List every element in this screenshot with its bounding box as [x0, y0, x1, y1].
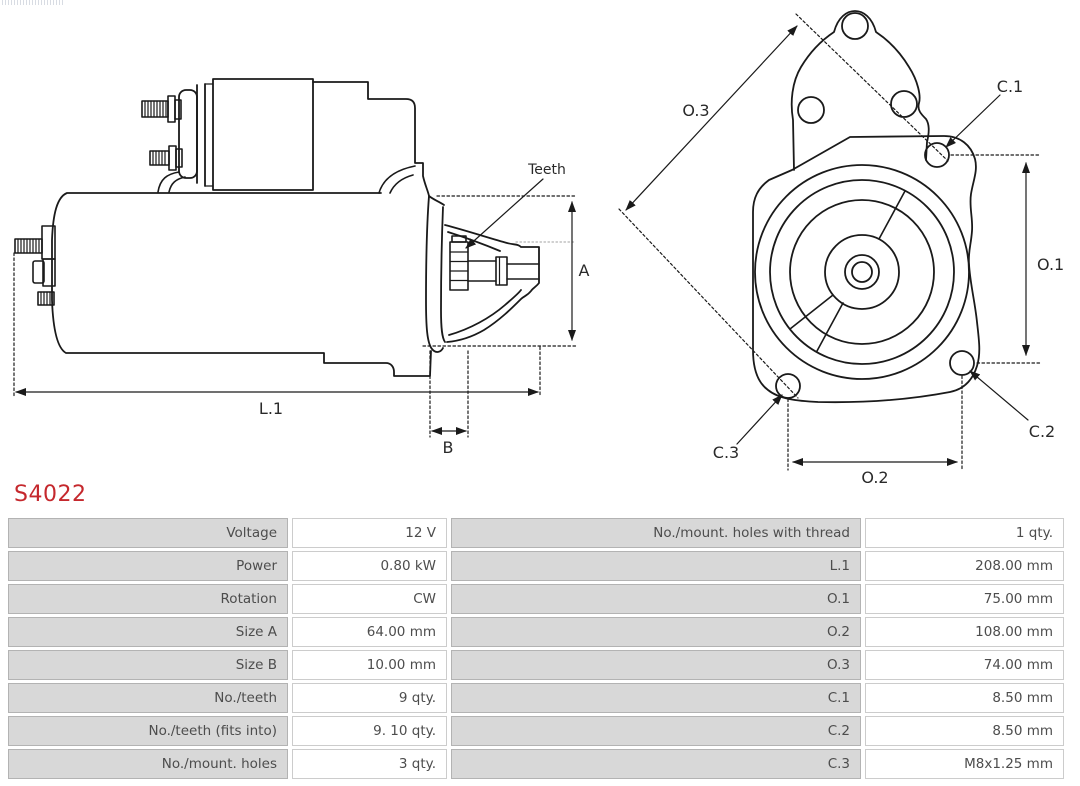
solenoid-terminals: [142, 96, 182, 170]
spec-label-cell: Size B: [8, 650, 288, 680]
spec-value-cell: 108.00 mm: [865, 617, 1064, 647]
bracket-hole-right: [891, 91, 917, 117]
spec-label-cell: O.1: [451, 584, 861, 614]
callout-c1: [946, 77, 1023, 147]
spec-label-cell: Power: [8, 551, 288, 581]
dim-label-a: A: [578, 261, 590, 280]
pinion-gear: [450, 236, 539, 290]
dim-label-l1: L.1: [258, 399, 284, 418]
spec-row: [8, 716, 1068, 746]
spec-label-cell: C.2: [451, 716, 861, 746]
spec-value-cell: 12 V: [292, 518, 447, 548]
spec-row: [8, 551, 1068, 581]
part-number: S4022: [14, 482, 87, 507]
dim-label-o1: O.1: [1037, 255, 1065, 274]
dim-label-c2: C.2: [1028, 422, 1056, 441]
spec-row: [8, 584, 1068, 614]
spec-value-cell: 8.50 mm: [865, 716, 1064, 746]
mount-hole-c1: [925, 143, 949, 167]
bracket-hole-top: [842, 13, 868, 39]
spec-label-cell: No./mount. holes with thread: [451, 518, 861, 548]
spec-row: [8, 518, 1068, 548]
spec-row: [8, 617, 1068, 647]
motor-terminals: [15, 226, 55, 305]
top-bracket-outline: [792, 11, 929, 170]
dim-label-o3: O.3: [682, 101, 710, 120]
motor-body-outline: [52, 193, 431, 376]
flange-outline: [753, 136, 979, 402]
spec-label-cell: O.2: [451, 617, 861, 647]
spec-value-cell: 75.00 mm: [865, 584, 1064, 614]
spec-value-cell: 1 qty.: [865, 518, 1064, 548]
spec-row: [8, 650, 1068, 680]
dim-label-b: B: [442, 438, 454, 457]
spec-label-cell: L.1: [451, 551, 861, 581]
flange-circles: [755, 165, 969, 379]
spec-value-cell: 74.00 mm: [865, 650, 1064, 680]
spec-row: [8, 749, 1068, 779]
spec-label-cell: O.3: [451, 650, 861, 680]
drive-bracket: [313, 82, 429, 196]
spec-label-cell: Size A: [8, 617, 288, 647]
spec-value-cell: 0.80 kW: [292, 551, 447, 581]
front-view-drawing: [619, 11, 1064, 485]
dimension-l1: [14, 253, 540, 418]
dim-label-o2: O.2: [861, 468, 889, 485]
spec-label-cell: C.1: [451, 683, 861, 713]
bracket-hole-left: [798, 97, 824, 123]
spec-value-cell: 3 qty.: [292, 749, 447, 779]
spec-table: [8, 518, 1068, 782]
callout-c3: [713, 395, 782, 462]
spec-label-cell: C.3: [451, 749, 861, 779]
spec-value-cell: 208.00 mm: [865, 551, 1064, 581]
mounting-ring: [426, 196, 445, 352]
spec-label-cell: Rotation: [8, 584, 288, 614]
spec-value-cell: 8.50 mm: [865, 683, 1064, 713]
spec-row: [8, 683, 1068, 713]
teeth-label: Teeth: [528, 162, 566, 178]
spec-label-cell: No./mount. holes: [8, 749, 288, 779]
dimension-o3: [619, 14, 948, 398]
callout-c2: [970, 371, 1055, 441]
dim-label-c1: C.1: [996, 77, 1024, 96]
spec-value-cell: 10.00 mm: [292, 650, 447, 680]
mount-hole-c3: [776, 374, 800, 398]
spec-label-cell: No./teeth: [8, 683, 288, 713]
spec-value-cell: 9 qty.: [292, 683, 447, 713]
dimension-o2: [788, 376, 962, 485]
spec-value-cell: CW: [292, 584, 447, 614]
spec-value-cell: 64.00 mm: [292, 617, 447, 647]
spec-label-cell: Voltage: [8, 518, 288, 548]
spec-value-cell: M8x1.25 mm: [865, 749, 1064, 779]
dimension-b: [430, 351, 468, 457]
dim-label-c3: C.3: [712, 443, 740, 462]
spec-value-cell: 9. 10 qty.: [292, 716, 447, 746]
teeth-callout: [466, 162, 566, 248]
spec-label-cell: No./teeth (fits into): [8, 716, 288, 746]
side-view-drawing: [14, 79, 590, 457]
solenoid: [179, 79, 313, 190]
